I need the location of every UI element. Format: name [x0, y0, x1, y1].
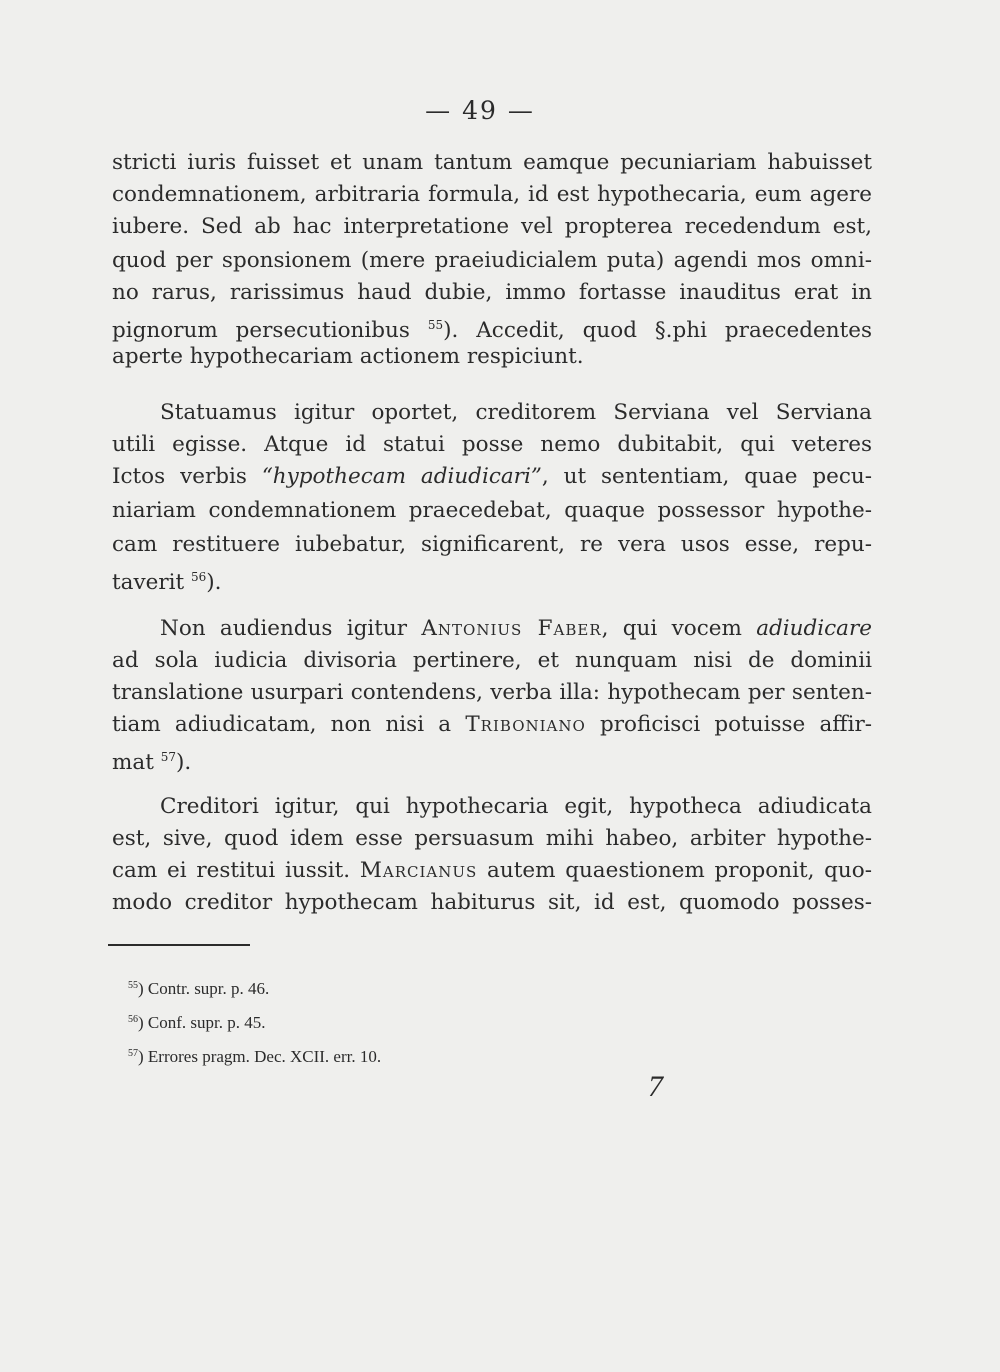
text-segment: , ut sententiam, quae pecu- [541, 464, 873, 489]
footnote-number: 55 [128, 980, 138, 991]
text-line: modo creditor hypothecam habiturus sit, id est, quomodo posses- [112, 890, 872, 915]
text-line: est, sive, quod idem esse persuasum mihi habeo, arbiter hypothe- [112, 826, 872, 851]
text-line [112, 462, 872, 492]
footnote-ref: 55 [427, 318, 444, 332]
footnote [128, 1008, 266, 1035]
text-segment: ). Accedit, quod §.phi praecedentes [443, 318, 872, 343]
text-segment: autem quaestionem proponit, quo- [477, 858, 872, 883]
footnote-number: 57 [128, 1048, 138, 1059]
text-line: utili egisse. Atque id statui posse nemo dubitabit, qui veteres [112, 432, 872, 457]
author-name: Marcianus [359, 858, 478, 883]
text-line: stricti iuris fuisset et unam tantum eamque pecuniariam habuisset [112, 150, 872, 175]
footnote-number: 56 [128, 1014, 138, 1025]
text-line [112, 710, 872, 740]
footnote-ref: 56 [190, 570, 207, 584]
text-segment: , qui vocem [601, 616, 757, 641]
text-line: cam restituere iubebatur, significarent, re vera usos esse, repu- [112, 532, 872, 557]
text-line: quod per sponsionem (mere praeiudicialem puta) agendi mos omni- [112, 248, 872, 273]
footnote [128, 1042, 381, 1069]
text-line: niariam condemnationem praecedebat, quaque possessor hypothe- [112, 498, 872, 523]
text-line: Creditori igitur, qui hypothecaria egit, hypotheca adiudicata [160, 794, 872, 819]
page-number: — 49 — [425, 96, 535, 125]
author-name: Triboniano [465, 712, 586, 737]
text-segment: pignorum persecutionibus [112, 318, 428, 343]
author-name: Antonius Faber [421, 616, 602, 641]
text-line: no rarus, rarissimus haud dubie, immo fortasse inauditus erat in [112, 280, 872, 305]
text-line [112, 742, 872, 778]
text-segment: taverit [112, 570, 191, 595]
text-line: ad sola iudicia divisoria pertinere, et nunquam nisi de dominii [112, 648, 872, 673]
text-line [112, 856, 872, 886]
text-line: Statuamus igitur oportet, creditorem Serviana vel Serviana [160, 400, 872, 425]
text-line [160, 614, 872, 644]
text-segment: Non audiendus igitur [160, 616, 422, 641]
footnote-text: ) Conf. supr. p. 45. [138, 1013, 266, 1032]
text-line: iubere. Sed ab hac interpretatione vel propterea recedendum est, [112, 214, 872, 239]
text-segment: ). [206, 570, 222, 595]
text-line [112, 562, 872, 598]
text-segment: tiam adiudicatam, non nisi a [112, 712, 466, 737]
text-segment: cam ei restitui iussit. [112, 858, 360, 883]
quoted-phrase: “hypothecam adiudicari” [261, 464, 542, 489]
text-line: translatione usurpari contendens, verba illa: hypothecam per senten- [112, 680, 872, 705]
text-segment: proficisci potuisse affir- [585, 712, 872, 737]
signature-mark: 7 [648, 1070, 663, 1103]
text-line: condemnationem, arbitraria formula, id est hypothecaria, eum agere [112, 182, 872, 207]
footnote-divider [108, 944, 250, 946]
footnote-text: ) Contr. supr. p. 46. [138, 979, 270, 998]
footnote [128, 974, 269, 1001]
text-segment: Ictos verbis [112, 464, 262, 489]
text-line [112, 310, 872, 346]
footnote-text: ) Errores pragm. Dec. XCII. err. 10. [138, 1047, 382, 1066]
text-segment: ). [175, 750, 192, 775]
italic-word: adiudicare [756, 616, 872, 641]
text-segment: mat [112, 750, 161, 775]
footnote-ref: 57 [160, 750, 176, 764]
text-line: aperte hypothecariam actionem respiciunt. [112, 344, 584, 369]
